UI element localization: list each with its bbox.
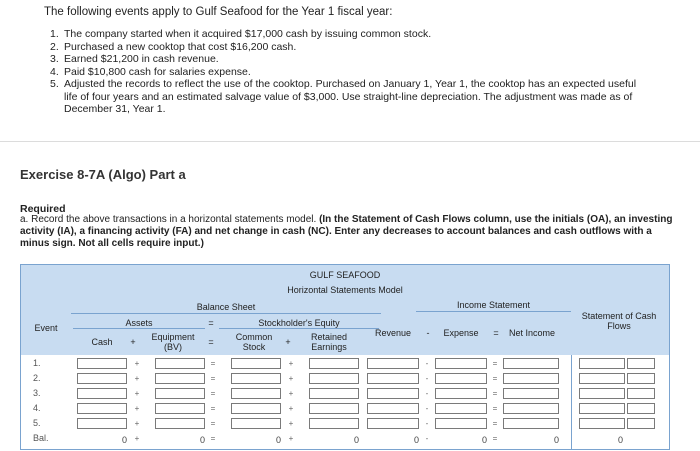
row-label: 3. (33, 388, 41, 398)
separator (71, 313, 381, 314)
expense-balance: 0 (481, 435, 487, 445)
expense-input[interactable] (435, 388, 487, 399)
operator-sign: - (425, 434, 429, 443)
revenue-input[interactable] (367, 403, 419, 414)
operator-sign: = (210, 374, 216, 383)
horizontal-statements-model (20, 264, 670, 450)
retained-earnings-header: Retained Earnings (310, 332, 348, 352)
required-text: a. Record the above transactions in a horizontal statements model. (20, 214, 320, 225)
section-divider (0, 141, 700, 142)
expense-input[interactable] (435, 373, 487, 384)
operator-sign: = (210, 404, 216, 413)
expense-header: Expense (443, 328, 479, 338)
event-item (50, 78, 649, 116)
required-heading: Required (20, 203, 66, 215)
operator-sign: = (210, 359, 216, 368)
event-number: 2. (50, 40, 59, 53)
event-text: Earned $21,200 in cash revenue. (64, 53, 219, 65)
event-item (50, 41, 649, 54)
required-instructions (20, 214, 680, 249)
revenue-input[interactable] (367, 373, 419, 384)
expense-input[interactable] (435, 358, 487, 369)
equipment-balance: 0 (199, 435, 205, 445)
cash-input[interactable] (77, 358, 127, 369)
event-item (50, 28, 649, 41)
cash-input[interactable] (77, 403, 127, 414)
retained-earnings-input[interactable] (309, 418, 359, 429)
operator-sign: - (425, 359, 429, 368)
operator-sign: = (492, 389, 498, 398)
equipment-input[interactable] (155, 358, 205, 369)
operator-sign: + (134, 374, 140, 383)
common-stock-input[interactable] (231, 358, 281, 369)
cash-flows-amount-input[interactable] (579, 388, 625, 399)
revenue-header: Revenue (374, 328, 412, 338)
table-title: Horizontal Statements Model (287, 285, 403, 295)
row-label: 1. (33, 358, 41, 368)
net-income-input[interactable] (503, 358, 559, 369)
operator-sign: - (425, 374, 429, 383)
problem-statement (0, 0, 700, 140)
equals-sign: = (208, 337, 214, 347)
cash-flows-amount-input[interactable] (579, 373, 625, 384)
operator-sign: = (210, 419, 216, 428)
common-stock-header: Common Stock (235, 332, 273, 352)
row-label: 2. (33, 373, 41, 383)
equipment-input[interactable] (155, 373, 205, 384)
event-number: 5. (50, 78, 59, 90)
expense-input[interactable] (435, 418, 487, 429)
revenue-balance: 0 (413, 435, 419, 445)
separator (416, 311, 571, 312)
event-text: Paid $10,800 cash for salaries expense. (64, 65, 251, 78)
cash-flows-type-input[interactable] (627, 403, 655, 414)
cash-flows-amount-input[interactable] (579, 403, 625, 414)
net-income-header: Net Income (508, 328, 556, 338)
events-list (50, 28, 649, 116)
minus-sign: - (426, 328, 430, 338)
row-label: 5. (33, 418, 41, 428)
row-label: 4. (33, 403, 41, 413)
event-text: Adjusted the records to reflect the use of the cooktop. Purchased on January 1, Year 1, the cooktop has an expected useful life of four years and an estimated salvage value of $3,000. Use straight-line depreciation. The adjustment was made as of December 31, Year 1. (64, 78, 637, 115)
separator (571, 355, 572, 449)
operator-sign: + (134, 419, 140, 428)
event-text: The company started when it acquired $17,000 cash by issuing common stock. (64, 28, 432, 40)
common-stock-input[interactable] (231, 388, 281, 399)
cash-balance: 0 (121, 435, 127, 445)
retained-earnings-input[interactable] (309, 373, 359, 384)
cash-flows-header: Statement of Cash Flows (581, 311, 657, 331)
separator (73, 328, 205, 329)
retained-earnings-balance: 0 (353, 435, 359, 445)
operator-sign: - (425, 419, 429, 428)
cash-header: Cash (91, 337, 113, 347)
common-stock-input[interactable] (231, 418, 281, 429)
operator-sign: = (210, 389, 216, 398)
operator-sign: - (425, 389, 429, 398)
assets-header: Assets (125, 318, 153, 328)
event-item (50, 66, 649, 79)
cash-input[interactable] (77, 388, 127, 399)
revenue-input[interactable] (367, 358, 419, 369)
operator-sign: + (134, 389, 140, 398)
intro-text: The following events apply to Gulf Seafood for the Year 1 fiscal year: (44, 6, 393, 18)
event-column-header: Event (34, 323, 58, 333)
entry-grid (21, 355, 669, 449)
stockholders-equity-header: Stockholder's Equity (258, 318, 340, 328)
operator-sign: + (134, 359, 140, 368)
operator-sign: = (210, 434, 216, 443)
balance-row-label: Bal. (33, 433, 49, 443)
operator-sign: = (492, 374, 498, 383)
common-stock-input[interactable] (231, 403, 281, 414)
operator-sign: = (492, 419, 498, 428)
retained-earnings-input[interactable] (309, 388, 359, 399)
company-name: GULF SEAFOOD (309, 270, 381, 280)
event-number: 4. (50, 65, 59, 78)
operator-sign: + (288, 389, 294, 398)
net-income-balance: 0 (553, 435, 559, 445)
exercise-title: Exercise 8-7A (Algo) Part a (20, 167, 186, 182)
operator-sign: + (288, 359, 294, 368)
retained-earnings-input[interactable] (309, 403, 359, 414)
cash-flows-amount-input[interactable] (579, 418, 625, 429)
operator-sign: + (288, 404, 294, 413)
equipment-input[interactable] (155, 388, 205, 399)
income-statement-header: Income Statement (456, 300, 531, 310)
cash-flows-type-input[interactable] (627, 418, 655, 429)
operator-sign: - (425, 404, 429, 413)
cash-input[interactable] (77, 373, 127, 384)
balance-sheet-header: Balance Sheet (196, 302, 256, 312)
retained-earnings-input[interactable] (309, 358, 359, 369)
cash-input[interactable] (77, 418, 127, 429)
table-header (21, 265, 669, 355)
common-stock-input[interactable] (231, 373, 281, 384)
common-stock-balance: 0 (275, 435, 281, 445)
revenue-input[interactable] (367, 388, 419, 399)
equals-sign: = (208, 318, 214, 328)
event-text: Purchased a new cooktop that cost $16,200 cash. (64, 40, 297, 53)
cash-flows-balance: 0 (617, 435, 623, 445)
cash-flows-type-input[interactable] (627, 388, 655, 399)
required-bold-text: (In the Statement of Cash Flows column, use the initials (OA), an investing activity (IA), a financing activity (FA) and net change in cash (NC). Enter any decreases to account balances and cash outflows with a minus sign. Not all cells require input.) (20, 214, 673, 249)
net-income-input[interactable] (503, 418, 559, 429)
operator-sign: = (492, 434, 498, 443)
revenue-input[interactable] (367, 418, 419, 429)
operator-sign: + (134, 404, 140, 413)
net-income-input[interactable] (503, 403, 559, 414)
event-number: 1. (50, 28, 59, 40)
plus-sign: + (285, 337, 291, 347)
separator (219, 328, 379, 329)
equipment-input[interactable] (155, 403, 205, 414)
net-income-input[interactable] (503, 388, 559, 399)
operator-sign: + (134, 434, 140, 443)
cash-flows-type-input[interactable] (627, 358, 655, 369)
plus-sign: + (130, 337, 136, 347)
operator-sign: = (492, 359, 498, 368)
net-income-input[interactable] (503, 373, 559, 384)
event-number: 3. (50, 53, 59, 65)
operator-sign: = (492, 404, 498, 413)
expense-input[interactable] (435, 403, 487, 414)
operator-sign: + (288, 419, 294, 428)
cash-flows-type-input[interactable] (627, 373, 655, 384)
cash-flows-amount-input[interactable] (579, 358, 625, 369)
operator-sign: + (288, 374, 294, 383)
equals-sign: = (493, 328, 499, 338)
equipment-input[interactable] (155, 418, 205, 429)
operator-sign: + (288, 434, 294, 443)
event-item (50, 53, 649, 66)
equipment-header: Equipment (BV) (151, 332, 195, 352)
